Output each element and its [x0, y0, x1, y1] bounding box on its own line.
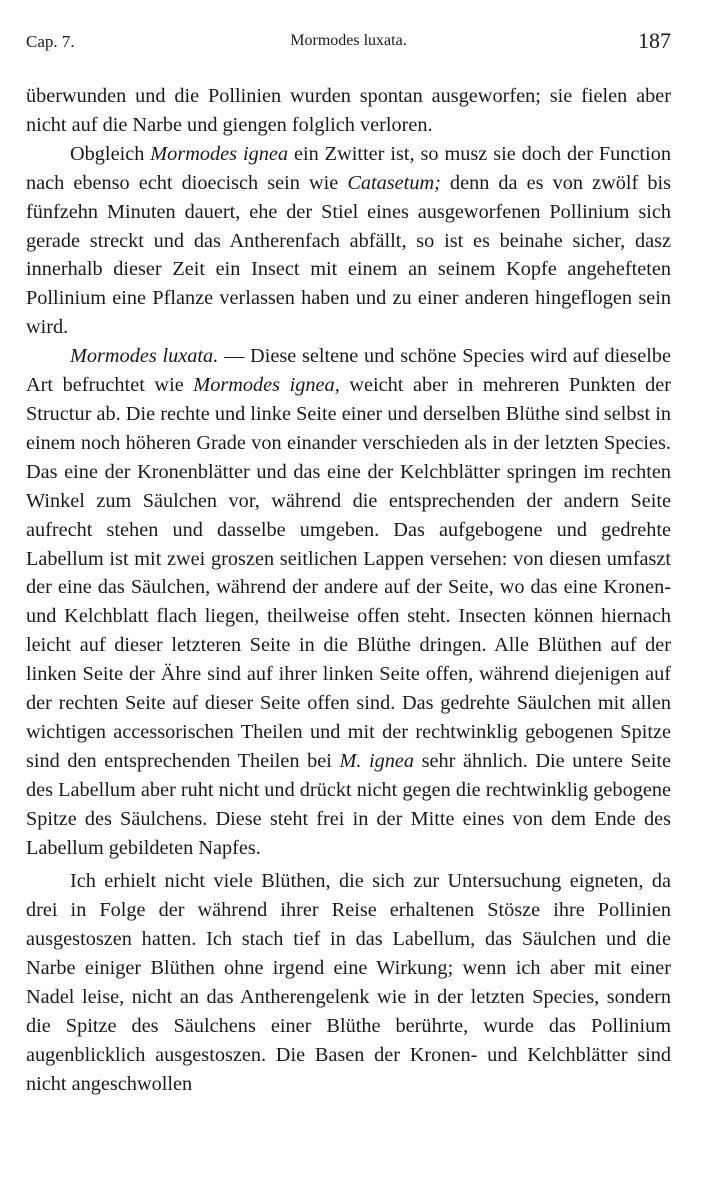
paragraph: überwunden und die Pollinien wurden spontan ausgeworfen; sie fielen aber nicht auf die Narbe und giengen folglich verloren.	[26, 85, 671, 136]
paragraph: Mormodes luxata. — Diese seltene und schöne Species wird auf dieselbe Art befruchtet wie Mormodes ignea, weicht aber in mehreren Punkten der Structur ab. Die rechte und linke Seite einer und derselben Blüthe sind selbst in einem noch höheren Grade von einander verschieden als in der letzten Species. Das eine der Kronenblätter und das eine der Kelchblätter springen im rechten Winkel zum Säulchen vor, während die entsprechenden der andern Seite aufrecht stehen und dasselbe umgeben. Das aufgebogene und gedrehte Labellum ist mit zwei groszen seitlichen Lappen versehen: von diesen umfaszt der eine das Säulchen, während der andere auf der Seite, wo das eine Kronen- und Kelchblatt flach liegen, theilweise offen steht. Insecten können hiernach leicht auf dieser letzteren Seite in die Blüthe dringen. Alle Blüthen auf der linken Seite der Ähre sind auf ihrer linken Seite offen, während diejenigen auf der rechten Seite auf dieser Seite offen sind. Das gedrehte Säulchen mit allen wichtigen accessorischen Theilen und mit der rechtwinklig gebogenen Spitze sind den entsprechenden Theilen bei M. ignea sehr ähnlich. Die untere Seite des Labellum aber ruht nicht und drückt nicht gegen die rechtwinklig gebogene Spitze des Säulchens. Diese steht frei in der Mitte eines von dem Ende des Labellum gebildeten Napfes.	[26, 345, 672, 859]
body-text	[26, 82, 671, 1099]
section-heading: Mormodes luxata.	[70, 345, 219, 368]
paragraph: Obgleich Mormodes ignea ein Zwitter ist, so musz sie doch der Function nach ebenso echt dioecisch sein wie Catasetum; denn da es von zwölf bis fünfzehn Minuten dauert, ehe der Stiel eines ausgeworfenen Pollinium sich gerade streckt und das Antherenfach abfällt, so ist es beinahe sicher, dasz innerhalb dieser Zeit ein Insect mit einem an seinem Kopfe angehefteten Pollinium eine Pflanze verlassen haben und zu einer anderen hingeflogen sein wird.	[26, 142, 671, 339]
genus-name: Catasetum;	[347, 171, 441, 194]
chapter-label: Cap. 7.	[26, 32, 75, 51]
running-head	[26, 28, 671, 58]
page-number: 187	[638, 28, 671, 53]
species-name: Mormodes ignea,	[193, 374, 340, 397]
species-name: Mormodes ignea	[150, 142, 289, 165]
paragraph: Ich erhielt nicht viele Blüthen, die sich zur Untersuchung eigneten, da drei in Folge der während ihrer Reise erhaltenen Stösze ihre Pollinien ausgestoszen hatten. Ich stach tief in das Labellum, das Säulchen und die Narbe einiger Blüthen ohne irgend eine Wirkung; wenn ich aber mit einer Nadel leise, nicht an das Antherengelenk wie in der letzten Species, sondern die Spitze des Säulchens einer Blüthe berührte, wurde das Pollinium augenblicklich ausgestoszen. Die Basen der Kronen- und Kelchblätter sind nicht angeschwollen	[26, 870, 671, 1095]
book-page	[26, 28, 671, 1099]
species-name: M. ignea	[339, 749, 415, 772]
running-title: Mormodes luxata.	[290, 32, 407, 49]
